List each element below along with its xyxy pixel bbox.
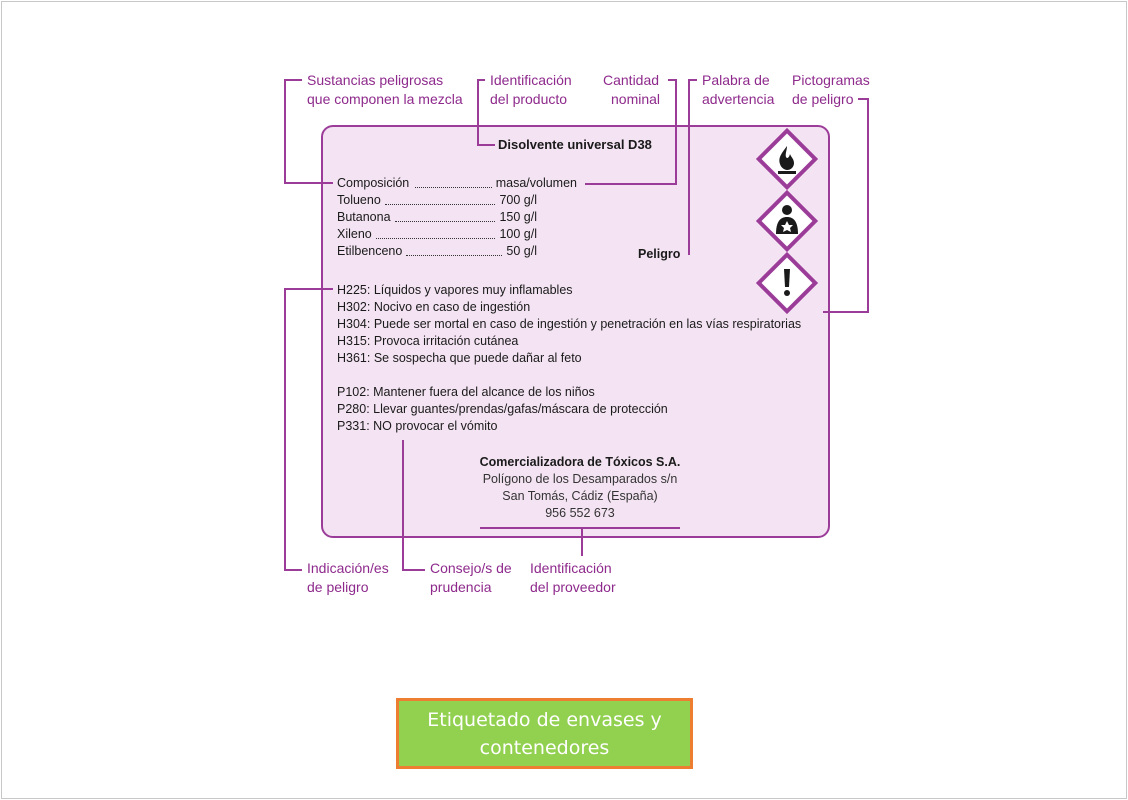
callout-line: Sustancias peligrosas: [307, 72, 444, 88]
product-name: Disolvente universal D38: [498, 137, 652, 152]
hazard-statement: H225: Líquidos y vapores muy inflamables: [337, 283, 573, 297]
supplier-phone: 956 552 673: [545, 506, 615, 520]
component-name: Etilbenceno: [337, 244, 403, 258]
component-row: [337, 226, 537, 243]
caption-line: contenedores: [479, 736, 610, 759]
component-dots: [376, 226, 496, 239]
signal-word: Peligro: [638, 247, 681, 261]
component-row: [337, 192, 537, 209]
callout-line: de peligro: [792, 91, 854, 107]
callout-pictogramas: [792, 71, 870, 109]
callout-line: Cantidad: [603, 72, 660, 88]
supplier-block: [440, 454, 720, 522]
hazard-statement: H361: Se sospecha que puede dañar al feto: [337, 351, 582, 365]
component-value: 150 g/l: [499, 210, 537, 224]
component-value: 50 g/l: [506, 244, 537, 258]
callout-line: Identificación: [490, 72, 572, 88]
flame-icon: [756, 128, 818, 190]
callout-line: Indicación/es: [307, 560, 389, 576]
precautionary-statement: P331: NO provocar el vómito: [337, 419, 498, 433]
supplier-name: Comercializadora de Tóxicos S.A.: [479, 455, 681, 469]
callout-line: del proveedor: [530, 579, 616, 595]
precautionary-statements: [337, 384, 668, 435]
hazard-statements: [337, 282, 801, 367]
component-value: 100 g/l: [499, 227, 537, 241]
callout-line: Pictogramas: [792, 72, 870, 88]
callout-line: prudencia: [430, 579, 492, 595]
supplier-address1: Polígono de los Desamparados s/n: [482, 472, 678, 486]
callout-indicacion: [307, 559, 389, 597]
caption-line: Etiquetado de envases y: [427, 708, 662, 731]
precautionary-statement: P102: Mantener fuera del alcance de los niños: [337, 385, 595, 399]
callout-line: del producto: [490, 91, 568, 107]
precautionary-statement: P280: Llevar guantes/prendas/gafas/máscara de protección: [337, 402, 668, 416]
callout-consejo: [430, 559, 512, 597]
composition-dots: [415, 175, 491, 188]
composition-header: [337, 175, 577, 192]
hazard-statement: H302: Nocivo en caso de ingestión: [337, 300, 531, 314]
callout-line: Identificación: [530, 560, 612, 576]
composition-unit: masa/volumen: [495, 176, 577, 190]
callout-sustancias: [307, 71, 463, 109]
callout-proveedor: [530, 559, 616, 597]
components-list: [337, 192, 537, 260]
exclamation-icon: [756, 252, 818, 314]
caption-box: [396, 698, 693, 769]
callout-palabra: [702, 71, 774, 109]
callout-line: nominal: [611, 91, 661, 107]
component-dots: [395, 209, 496, 222]
component-dots: [406, 243, 502, 256]
hazard-statement: H304: Puede ser mortal en caso de ingestión y penetración en las vías respiratorias: [337, 317, 802, 331]
component-row: [337, 243, 537, 260]
callout-line: Consejo/s de: [430, 560, 512, 576]
component-value: 700 g/l: [499, 193, 537, 207]
component-name: Butanona: [337, 210, 391, 224]
supplier-address2: San Tomás, Cádiz (España): [502, 489, 658, 503]
callout-line: de peligro: [307, 579, 369, 595]
component-name: Tolueno: [337, 193, 381, 207]
callout-cantidad: [603, 71, 660, 109]
callout-line: Palabra de: [702, 72, 770, 88]
component-row: [337, 209, 537, 226]
component-name: Xileno: [337, 227, 372, 241]
composition-header-label: Composición: [337, 176, 410, 190]
callout-identificacion-producto: [490, 71, 572, 109]
component-dots: [385, 192, 496, 205]
callout-line: que componen la mezcla: [307, 91, 463, 107]
health-hazard-icon: [756, 190, 818, 252]
hazard-statement: H315: Provoca irritación cutánea: [337, 334, 519, 348]
callout-line: advertencia: [702, 91, 775, 107]
